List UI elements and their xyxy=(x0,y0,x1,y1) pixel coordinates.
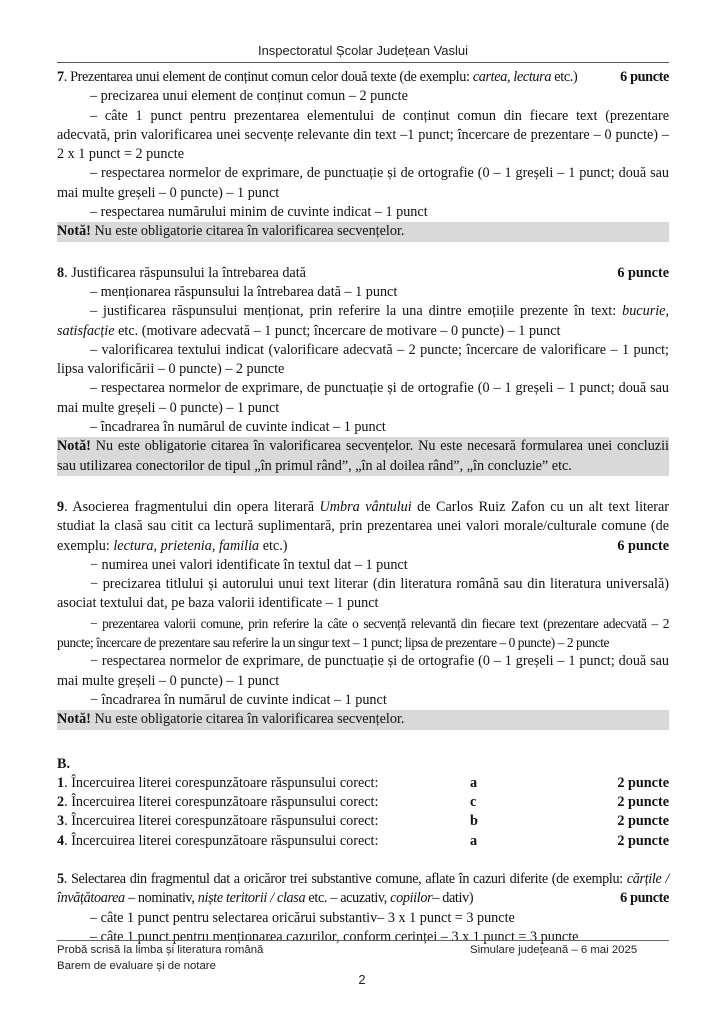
question-8-title: 8. Justificarea răspunsului la întrebarea dată 6 puncte xyxy=(57,264,669,283)
criterion: – precizarea unui element de conținut comun – 2 puncte xyxy=(90,88,408,105)
criterion: − încadrarea în numărul de cuvinte indicat – 1 punct xyxy=(90,691,387,708)
answer-points: 2 puncte xyxy=(617,813,669,830)
question-8-points: 6 puncte xyxy=(617,264,669,281)
answer-points: 2 puncte xyxy=(617,774,669,791)
criterion: − numirea unei valori identificate în textul dat – 1 punct xyxy=(90,556,408,573)
criterion: – câte 1 punct pentru selectarea oricărui substantiv– 3 x 1 punct = 3 puncte xyxy=(90,909,515,926)
question-9-title: 9. Asocierea fragmentului din opera literară Umbra vântului de Carlos Ruiz Zafon cu un alt text literar studiat la clasă sau citit ca lectură suplimentară, prin prezentarea unei valori morale/culturale comune (de exemplu: lectura, prietenia, familia etc.) 6 puncte xyxy=(57,498,669,556)
footer-left-line-1: Probă scrisă la limba și literatura română xyxy=(57,944,264,956)
criterion: – respectarea normelor de exprimare, de punctuație și de ortografie (0 – 1 greșeli – 1 punct; două sau mai multe greșeli – 0 puncte) – 1 punct xyxy=(57,380,669,416)
answer-points: 2 puncte xyxy=(617,832,669,849)
criterion: – menționarea răspunsului la întrebarea dată – 1 punct xyxy=(90,283,398,300)
answer-letter: b xyxy=(470,813,478,830)
page-header: Inspectoratul Școlar Județean Vaslui xyxy=(257,43,469,58)
answer-points: 2 puncte xyxy=(617,794,669,811)
page-content xyxy=(57,66,670,945)
answer-row: 2. Încercuirea literei corespunzătoare răspunsului corect: c 2 puncte xyxy=(57,793,669,812)
note-box: Notă! Nu este obligatorie citarea în valorificarea secvențelor. Nu este necesară formularea unei concluzii sau utilizarea conectorilor de tipul „în primul rând”, „în al doilea rând”, „în concluzie” etc. xyxy=(57,437,669,476)
question-9-points: 6 puncte xyxy=(617,537,669,554)
question-b5-points: 6 puncte xyxy=(620,890,669,907)
question-7 xyxy=(57,66,669,240)
question-9 xyxy=(57,498,669,730)
answer-row: 3. Încercuirea literei corespunzătoare răspunsului corect: b 2 puncte xyxy=(57,812,669,831)
answer-letter: a xyxy=(470,774,478,791)
footer-right: Simulare județeană – 6 mai 2025 xyxy=(470,944,638,956)
header-divider xyxy=(57,62,669,63)
question-b5-title: 5. Selectarea din fragmentul dat a oricăror trei substantive comune, aflate în cazuri diferite (de exemplu: cărțile / învățătoarea – nominativ, niște teritorii / clasa etc. – acuzativ, copiilor– dativ) 6 puncte xyxy=(57,870,669,909)
criterion: − respectarea normelor de exprimare, de punctuație și de ortografie (0 – 1 greșeli – 1 punct; două sau mai multe greșeli – 0 puncte) – 1 punct xyxy=(57,653,669,689)
criterion: – încadrarea în numărul de cuvinte indicat – 1 punct xyxy=(90,419,386,436)
section-b-label: B. xyxy=(57,755,71,772)
question-8 xyxy=(57,264,669,476)
answer-row: 1. Încercuirea literei corespunzătoare răspunsului corect: a 2 puncte xyxy=(57,774,669,793)
criterion: – respectarea numărului minim de cuvinte indicat – 1 punct xyxy=(90,204,428,221)
criterion: − precizarea titlului și autorului unui text literar (din literatura română sau din literatura universală) asociat textului dat, pe baza valorii identificate – 1 punct xyxy=(57,576,669,612)
page-number: 2 xyxy=(358,972,366,987)
criterion: – câte 1 punct pentru menționarea cazurilor, conform cerinței – 3 x 1 punct = 3 puncte xyxy=(90,928,579,945)
answer-letter: a xyxy=(470,832,478,849)
question-7-points: 6 puncte xyxy=(620,69,669,85)
criterion: − prezentarea valorii comune, prin referire la câte o secvență relevantă din fiecare text (prezentare adecvată – 2 puncte; încercare de prezentare sau referire la un singur text – 1 punct; lipsa de prezentare – 0 puncte) – 2 puncte xyxy=(57,615,669,651)
question-7-title: 7. Prezentarea unui element de conținut comun celor două texte (de exemplu: cartea, lectura etc.) 6 puncte xyxy=(57,68,669,87)
criterion: – justificarea răspunsului menționat, prin referire la una dintre emoțiile prezente în text: bucurie, satisfacție etc. (motivare adecvată – 1 punct; încercare de motivare – 0 puncte) – 1 punct xyxy=(57,303,669,339)
criterion: – respectarea normelor de exprimare, de punctuație și de ortografie (0 – 1 greșeli – 1 punct; două sau mai multe greșeli – 0 puncte) – 1 punct xyxy=(57,165,669,201)
section-b xyxy=(57,755,669,948)
criterion: – valorificarea textului indicat (valorificare adecvată – 2 puncte; încercare de valorificare – 1 punct; lipsa valorificării – 0 puncte) – 2 puncte xyxy=(57,341,669,378)
question-b5 xyxy=(57,870,669,947)
criterion: – câte 1 punct pentru prezentarea elementului de conținut comun din fiecare text (prezentare adecvată, prin valorificarea unei secvențe relevante din text –1 punct; încercare de prezentare – 0 puncte) – 2 x 1 punct = 2 puncte xyxy=(57,107,669,163)
answer-letter: c xyxy=(470,794,477,811)
answer-row: 4. Încercuirea literei corespunzătoare răspunsului corect: a 2 puncte xyxy=(57,832,669,851)
note-box: Notă! Nu este obligatorie citarea în valorificarea secvențelor. xyxy=(57,222,669,241)
footer-divider xyxy=(57,940,669,941)
note-box: Notă! Nu este obligatorie citarea în valorificarea secvențelor. xyxy=(57,710,669,729)
footer-left-line-2: Barem de evaluare și de notare xyxy=(57,960,216,972)
